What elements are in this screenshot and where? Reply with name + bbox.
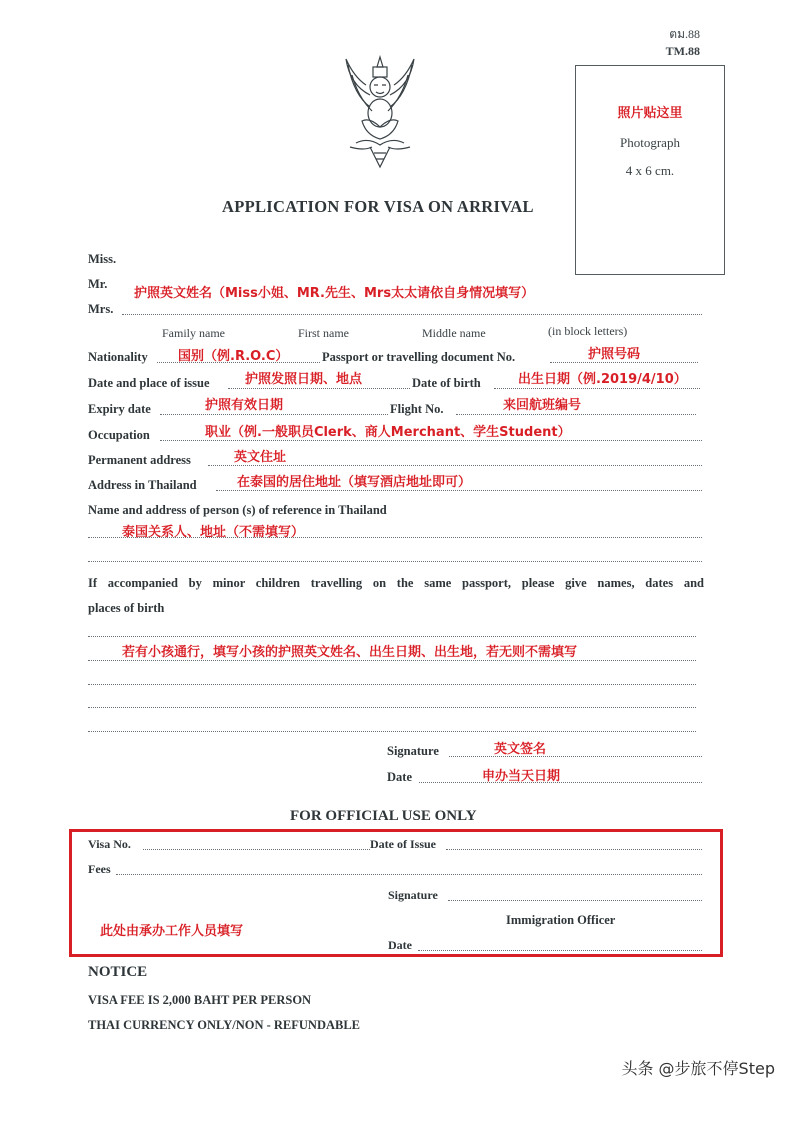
address-thailand-label: Address in Thailand: [88, 478, 197, 492]
visa-no-label: Visa No.: [88, 837, 131, 851]
flight-no-label: Flight No.: [390, 402, 444, 416]
reference-person-label: Name and address of person (s) of reference in Thailand: [88, 503, 387, 517]
occupation-label: Occupation: [88, 428, 150, 442]
reference-person-field-1[interactable]: [88, 537, 702, 538]
flight-no-note-cn: 来回航班编号: [503, 398, 582, 413]
title-mr: Mr.: [88, 277, 108, 291]
applicant-date-note-cn: 申办当天日期: [482, 769, 561, 784]
passport-no-note-cn: 护照号码: [588, 347, 641, 362]
date-of-issue-field[interactable]: [446, 849, 702, 850]
children-note-cn: 若有小孩通行，填写小孩的护照英文姓名、出生日期、出生地，若无则不需填写: [122, 645, 578, 660]
sublabel-first-name: First name: [298, 326, 349, 340]
children-field-1[interactable]: [88, 636, 696, 637]
form-code: [666, 26, 700, 60]
date-place-issue-label: Date and place of issue: [88, 376, 210, 390]
children-label-line2: places of birth: [88, 601, 165, 615]
address-thailand-field[interactable]: [216, 490, 702, 491]
permanent-address-note-cn: 英文住址: [234, 450, 287, 465]
reference-person-note-cn: 泰国关系人、地址（不需填写）: [122, 525, 305, 540]
sublabel-block-letters: (in block letters): [548, 324, 628, 338]
expiry-date-note-cn: 护照有效日期: [205, 398, 284, 413]
applicant-signature-field[interactable]: [449, 756, 702, 757]
sublabel-family-name: Family name: [162, 326, 225, 340]
passport-no-field[interactable]: [550, 362, 698, 363]
photo-box[interactable]: [575, 65, 725, 275]
nationality-label: Nationality: [88, 350, 148, 364]
officer-date-label: Date: [388, 938, 412, 952]
form-code-thai: ตม.88: [669, 27, 700, 41]
garuda-emblem-icon: [340, 55, 420, 170]
children-field-5[interactable]: [88, 731, 696, 732]
date-of-birth-label: Date of birth: [412, 376, 481, 390]
expiry-date-field[interactable]: [160, 414, 388, 415]
expiry-date-label: Expiry date: [88, 402, 151, 416]
page-title: APPLICATION FOR VISA ON ARRIVAL: [222, 197, 534, 216]
occupation-note-cn: 职业（例.一般职员Clerk、商人Merchant、学生Student）: [205, 425, 571, 440]
photo-size: 4 x 6 cm.: [625, 163, 675, 178]
permanent-address-label: Permanent address: [88, 453, 191, 467]
sublabel-middle-name: Middle name: [422, 326, 486, 340]
official-note-cn: 此处由承办工作人员填写: [100, 924, 244, 939]
title-miss: Miss.: [88, 252, 117, 266]
date-of-issue-label: Date of Issue: [370, 837, 436, 851]
officer-signature-label: Signature: [388, 888, 438, 902]
children-field-3[interactable]: [88, 684, 696, 685]
form-code-tm: TM.88: [665, 44, 700, 58]
visa-no-field[interactable]: [143, 849, 370, 850]
date-of-birth-note-cn: 出生日期（例.2019/4/10）: [518, 372, 687, 387]
applicant-signature-label: Signature: [387, 744, 439, 758]
flight-no-field[interactable]: [456, 414, 696, 415]
date-of-birth-field[interactable]: [494, 388, 700, 389]
officer-date-field[interactable]: [418, 950, 702, 951]
immigration-officer-label: Immigration Officer: [506, 913, 616, 927]
address-thailand-note-cn: 在泰国的居住地址（填写酒店地址即可）: [237, 475, 472, 490]
notice-line-1: VISA FEE IS 2,000 BAHT PER PERSON: [88, 993, 312, 1007]
applicant-date-field[interactable]: [419, 782, 702, 783]
name-field[interactable]: [122, 314, 702, 315]
children-label-line1: If accompanied by minor children travelling on the same passport, please give names, dates and: [88, 576, 704, 590]
occupation-field[interactable]: [160, 440, 702, 441]
applicant-signature-note-cn: 英文签名: [494, 742, 547, 757]
title-mrs: Mrs.: [88, 302, 114, 316]
children-field-4[interactable]: [88, 707, 696, 708]
notice-title: NOTICE: [88, 964, 148, 980]
permanent-address-field[interactable]: [208, 465, 702, 466]
photo-note-cn: 照片贴这里: [617, 106, 683, 121]
watermark: 头条 @步旅不停Step: [621, 1059, 775, 1078]
date-place-issue-field[interactable]: [228, 388, 410, 389]
name-note-cn: 护照英文姓名（Miss小姐、MR.先生、Mrs太太请依自身情况填写）: [134, 286, 535, 301]
reference-person-field-2[interactable]: [88, 561, 702, 562]
notice-line-2: THAI CURRENCY ONLY/NON - REFUNDABLE: [88, 1018, 361, 1032]
nationality-note-cn: 国别（例.R.O.C）: [178, 349, 289, 364]
officer-signature-field[interactable]: [448, 900, 702, 901]
official-section-title: FOR OFFICIAL USE ONLY: [290, 808, 477, 824]
passport-no-label: Passport or travelling document No.: [322, 350, 516, 364]
date-place-issue-note-cn: 护照发照日期、地点: [245, 372, 363, 387]
applicant-date-label: Date: [387, 770, 412, 784]
photo-label: Photograph: [620, 135, 680, 150]
children-field-2[interactable]: [88, 660, 696, 661]
fees-label: Fees: [88, 862, 111, 876]
fees-field[interactable]: [116, 874, 702, 875]
